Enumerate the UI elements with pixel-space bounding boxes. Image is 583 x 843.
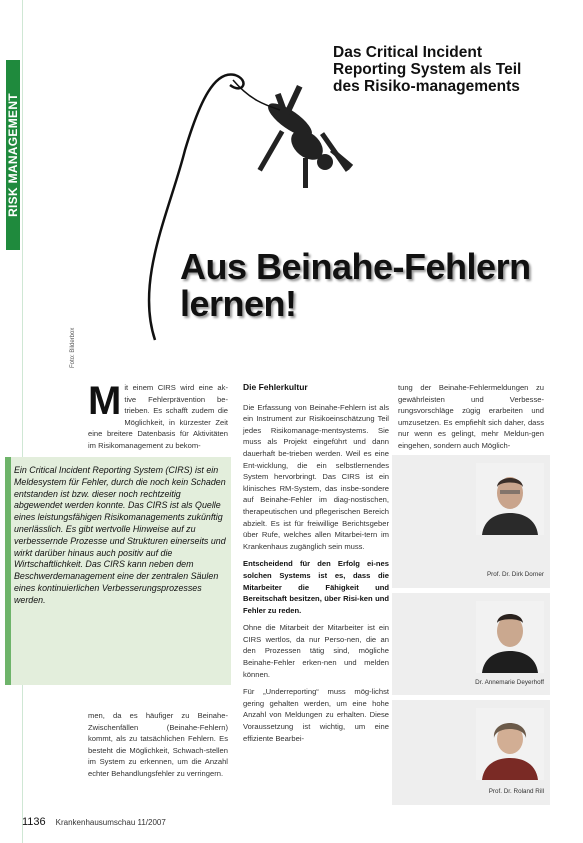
author-name: Dr. Annemarie Deyerhoff bbox=[475, 679, 544, 686]
column-1 bbox=[88, 379, 228, 458]
photo-credit bbox=[70, 318, 130, 368]
paragraph: Die Erfassung von Beinahe-Fehlern ist als ein Instrument zur Risikoeinschätzung Teil jedes Risikomanage-mentsystems. Sie muss als Projekt eingeführt und dann dauerhaft be-trieben werden. Weil es eine Ent-wicklung, die ein selbstlernendes System hervorbringt. Das CIRS ist ein klinisches RM-System, das insbe-sondere auf Beinahe-Fehler im diag-nostischen, therapeutischen und pflegerischen Bereich abzielt. Es ist für freiwillige Berichtsgeber über Rufe, welches allen Mitarbei-tern im Krankenhaus zugänglich sein muss. bbox=[243, 402, 389, 551]
callout-text: Ein Critical Incident Reporting System (CIRS) ist ein Meldesystem für Fehler, durch die noch kein Schaden entstanden ist bzw. dieser noch rechtzeitig abgewendet werden konnte. Das CIRS ist als Quelle eines leistungsfähigen Risikomanagements zukünftig unerlässlich. Es gibt wertvolle Hinweise auf zu verbessernde Prozesse und Strukturen einerseits und wirkt darüber hinaus auch positiv auf die Wirtschaftlichkeit. Das CIRS kann neben dem Beschwerdemanagement eine der zentralen Säulen eines kontinuierlichen Verbesserungsprozesses werden. bbox=[14, 465, 226, 605]
article-headline: Aus Beinahe-Fehlern lernen! bbox=[180, 246, 531, 324]
column-2 bbox=[243, 382, 389, 750]
paragraph: tung der Beinahe-Fehlermeldungen zu gewährleisten und Verbesse-rungsvorschläge zügig erarbeiten und umzusetzen. Es empfiehlt sich daher, dass nur wenn es gelingt, mehr Meldun-gen eingehen, sondern auch Möglich- bbox=[398, 383, 544, 450]
author-portraits bbox=[392, 455, 550, 805]
paragraph: Für „Underreporting“ muss mög-lichst gering gehalten werden, um eine hohe Anzahl von Meldungen zu erhalten. Diese Voraussetzung ist wichtig, um eine effiziente Bearbei- bbox=[243, 687, 389, 743]
section-heading: Die Fehlerkultur bbox=[243, 382, 308, 392]
section-label-text: RISK MANAGEMENT bbox=[6, 93, 20, 217]
article-subhead: Das Critical Incident Reporting System als Teil des Risiko-managements bbox=[333, 44, 522, 95]
author-photo bbox=[476, 463, 544, 535]
bold-paragraph: Entscheidend für den Erfolg ei-nes solchen Systems ist es, dass die Mitarbeiter die Fähigkeit und Bereitschaft besitzen, über Risi-ken und Fehler zu reden. bbox=[243, 559, 389, 615]
dropcap: M bbox=[88, 379, 122, 423]
paragraph: Ohne die Mitarbeit der Mitarbeiter ist ein CIRS wertlos, da nur Perso-nen, die an den Prozessen tätig sind, mögliche Beinahe-Fehler erken-nen und melden können. bbox=[243, 623, 389, 679]
author-photo bbox=[476, 601, 544, 673]
divider bbox=[392, 588, 550, 593]
column-3 bbox=[398, 382, 544, 458]
section-label bbox=[6, 60, 20, 250]
page-footer bbox=[22, 816, 166, 828]
author-name: Prof. Dr. Dirk Dorner bbox=[486, 571, 544, 578]
page-number: 1136 bbox=[22, 816, 46, 828]
paragraph: men, da es häufiger zu Beinahe-Zwischenfällen (Beinahe-Fehlern) kommt, als zu tatsächlichen Fehlern. Es besteht die Möglichkeit, Schwach-stellen im System zu erkennen, um die Anzahl echter Behandlungsfehler zu verringern. bbox=[88, 711, 228, 778]
author-name: Prof. Dr. Roland Rill bbox=[488, 788, 544, 795]
author-photo bbox=[476, 708, 544, 780]
photo-credit-text: Foto: Bilderbox bbox=[70, 327, 76, 368]
intro-paragraph: it einem CIRS wird eine ak-tive Fehlerprävention be-trieben. Es schafft zudem die Möglichkeit, in kürzester Zeit eine breitere Datenbasis für Aktivitäten im Risikomanagement zu bekom- bbox=[88, 383, 228, 450]
page-margin-line bbox=[22, 0, 23, 843]
column-1-continued bbox=[88, 710, 228, 786]
divider bbox=[392, 695, 550, 700]
journal-name: Krankenhausumschau 11/2007 bbox=[55, 818, 166, 827]
